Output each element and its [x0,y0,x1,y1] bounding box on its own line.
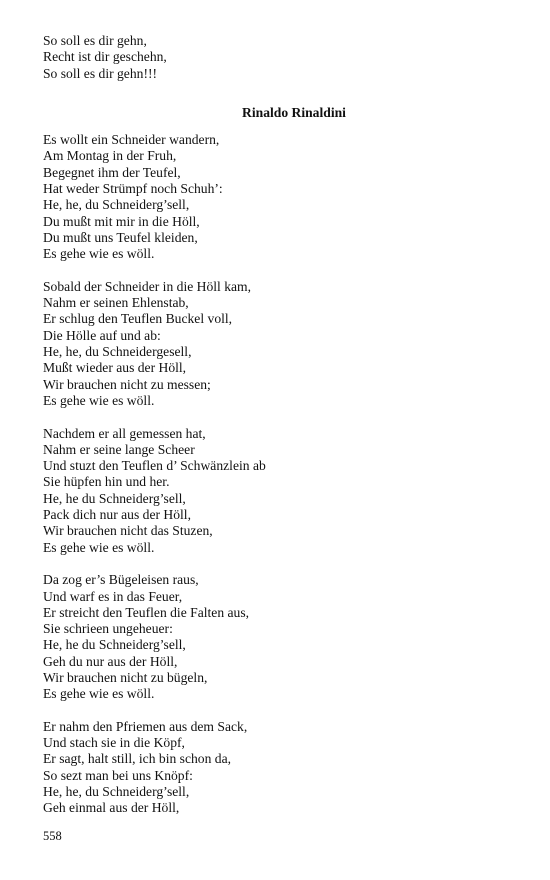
verse-line: Da zog er’s Bügeleisen raus, [43,572,199,588]
verse-line: Begegnet ihm der Teufel, [43,164,181,180]
stanza-gap [43,409,513,425]
verse-line: Er sagt, halt still, ich bin schon da, [43,751,232,767]
stanza-1 [43,132,513,262]
verse-line: Hat weder Strümpf noch Schuh’: [43,181,223,197]
verse-line: He, he, du Schneiderg’sell, [43,784,190,800]
page-number: 558 [43,829,62,843]
verse-line: Es gehe wie es wöll. [43,246,155,262]
verse-line: Es gehe wie es wöll. [43,686,155,702]
verse-line: Mußt wieder aus der Höll, [43,360,187,376]
verse-line: Geh du nur aus der Höll, [43,653,178,669]
verse-line: Du mußt mit mir in die Höll, [43,213,200,229]
poem-title: Rinaldo Rinaldini [242,104,346,120]
verse-line: Am Montag in der Fruh, [43,148,177,164]
verse-line: He, he, du Schneidergesell, [43,344,192,360]
stanza-3 [43,426,513,556]
verse-line: Er nahm den Pfriemen aus dem Sack, [43,718,248,734]
verse-line: So sezt man bei uns Knöpf: [43,767,193,783]
verse-line: Sie schrieen ungeheuer: [43,621,173,637]
stanza-2 [43,279,513,409]
page-body [43,33,513,817]
intro-line: So soll es dir gehn, [43,33,147,48]
verse-line: Wir brauchen nicht zu bügeln, [43,669,208,685]
intro-line: So soll es dir gehn!!! [43,65,158,81]
intro-lines [43,33,513,82]
verse-line: Sobald der Schneider in die Höll kam, [43,278,252,294]
verse-line: Nahm er seine lange Scheer [43,441,195,457]
stanza-gap [43,703,513,719]
verse-line: Du mußt uns Teufel kleiden, [43,229,198,245]
verse-line: Wir brauchen nicht zu messen; [43,376,211,392]
verse-line: Wir brauchen nicht das Stuzen, [43,523,213,539]
verse-line: Er schlug den Teuflen Buckel voll, [43,311,233,327]
verse-line: Nachdem er all gemessen hat, [43,425,206,441]
verse-line: Es gehe wie es wöll. [43,539,155,555]
verse-line: Es gehe wie es wöll. [43,392,155,408]
stanza-5 [43,719,513,817]
verse-line: He, he, du Schneiderg’sell, [43,197,190,213]
verse-line: Pack dich nur aus der Höll, [43,507,191,523]
stanza-gap [43,556,513,572]
verse-line: Die Hölle auf und ab: [43,327,161,343]
verse-line: He, he du Schneiderg’sell, [43,490,186,506]
stanza-gap [43,263,513,279]
spacer [43,82,513,105]
stanza-4 [43,572,513,702]
verse-line: Und stach sie in die Köpf, [43,735,185,751]
verse-line: Sie hüpfen hin und her. [43,474,170,490]
verse-line: Er streicht den Teuflen die Falten aus, [43,604,250,620]
verse-line: He, he du Schneiderg’sell, [43,637,186,653]
verse-line: Und warf es in das Feuer, [43,588,183,604]
verse-line: Geh einmal aus der Höll, [43,800,180,816]
verse-line: Es wollt ein Schneider wandern, [43,132,220,148]
intro-line: Recht ist dir geschehn, [43,49,167,65]
verse-line: Nahm er seinen Ehlenstab, [43,295,189,311]
verse-line: Und stuzt den Teuflen d’ Schwänzlein ab [43,458,266,474]
